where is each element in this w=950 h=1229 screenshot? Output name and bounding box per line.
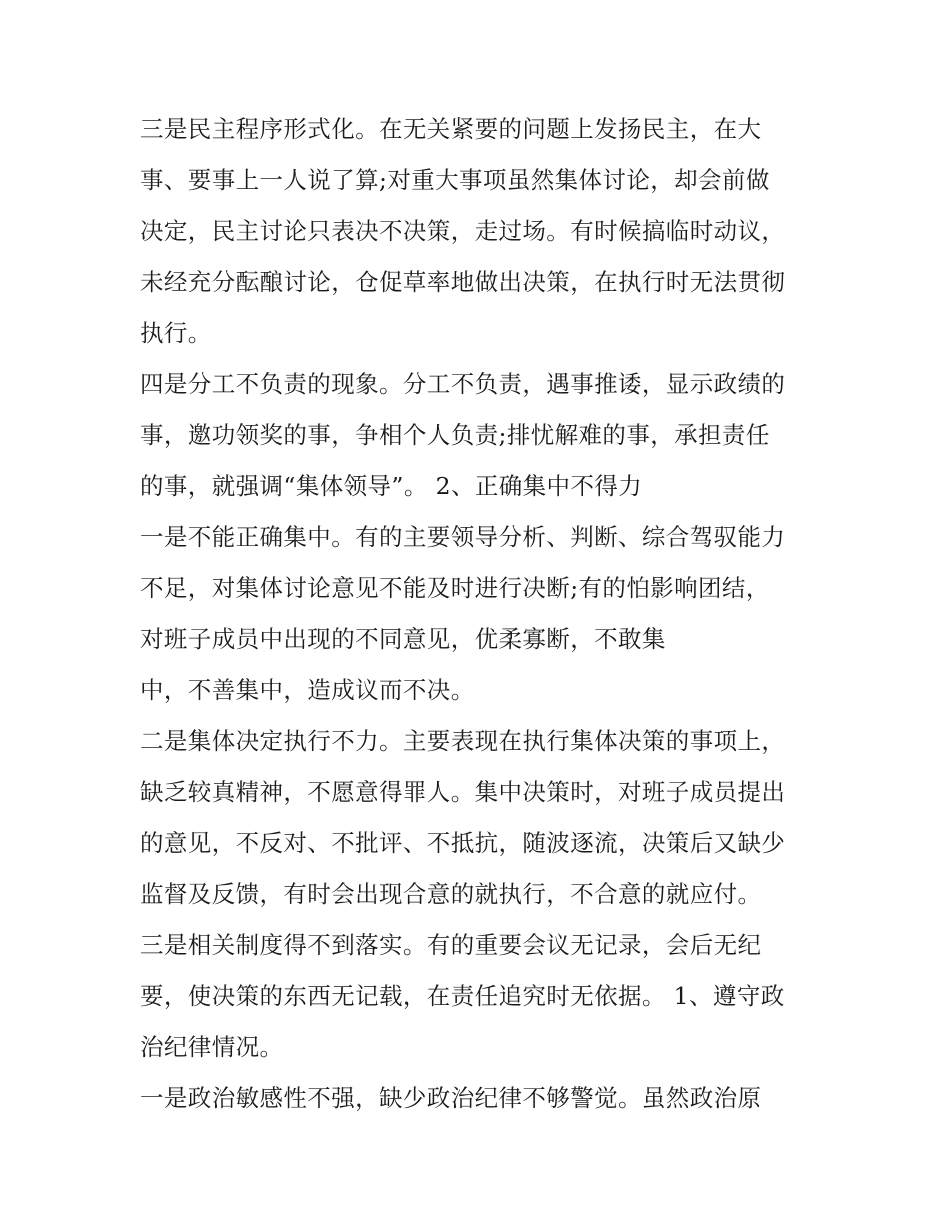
text-line: 治纪律情况。: [140, 1033, 284, 1061]
text-line: 事、要事上一人说了算;对重大事项虽然集体讨论，却会前做: [140, 166, 770, 194]
text-line: 未经充分酝酿讨论，仓促草率地做出决策，在执行时无法贯彻: [140, 268, 786, 296]
text-line: 要，使决策的东西无记载，在责任追究时无依据。 1、遵守政: [140, 982, 785, 1010]
document-body: [140, 104, 820, 1124]
text-line: 三是民主程序形式化。在无关紧要的问题上发扬民主，在大: [140, 115, 762, 143]
text-line: 三是相关制度得不到落实。有的重要会议无记录，会后无纪: [140, 931, 762, 959]
text-line: 一是政治敏感性不强，缺少政治纪律不够警觉。虽然政治原: [140, 1084, 762, 1112]
text-line: 事，邀功领奖的事，争相个人负责;排忧解难的事，承担责任: [140, 421, 770, 449]
text-line: 执行。: [140, 319, 212, 347]
text-line: 对班子成员中出现的不同意见，优柔寡断，不敢集: [140, 625, 666, 653]
text-line: 二是集体决定执行不力。主要表现在执行集体决策的事项上，: [140, 727, 786, 755]
text-line: 不足，对集体讨论意见不能及时进行决断;有的怕影响团结，: [140, 574, 770, 602]
text-line: 一是不能正确集中。有的主要领导分析、判断、综合驾驭能力: [140, 523, 786, 551]
text-line: 缺乏较真精神，不愿意得罪人。集中决策时，对班子成员提出: [140, 778, 786, 806]
text-line: 的意见，不反对、不批评、不抵抗，随波逐流，决策后又缺少: [140, 829, 786, 857]
text-line: 四是分工不负责的现象。分工不负责，遇事推诿，显示政绩的: [140, 370, 786, 398]
text-line: 监督及反馈，有时会出现合意的就执行，不合意的就应付。: [140, 880, 762, 908]
text-line: 决定，民主讨论只表决不决策，走过场。有时候搞临时动议，: [140, 217, 786, 245]
text-line: 中，不善集中，造成议而不决。: [140, 676, 475, 704]
text-line: 的事，就强调“集体领导”。 2、正确集中不得力: [140, 472, 643, 500]
